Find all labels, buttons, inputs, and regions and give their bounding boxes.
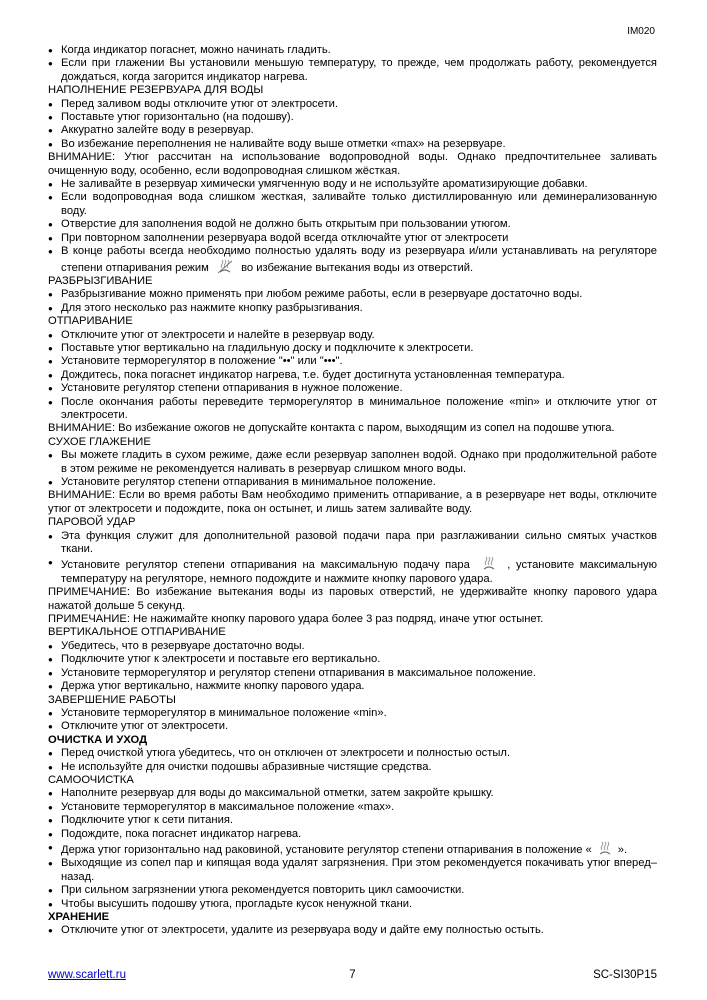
list-item: ● Отключите утюг от электросети. [48,720,657,733]
section-heading-vertical: ВЕРТИКАЛЬНОЕ ОТПАРИВАНИЕ [48,626,226,639]
list-item: ● При сильном загрязнении утюга рекомендуется повторить цикл самоочистки. [48,884,657,897]
list-item: ● Чтобы высушить подошву утюга, прогладьте кусок ненужной ткани. [48,898,657,911]
list-item: ● Установите терморегулятор в положение "••" или "•••". [48,355,657,368]
list-item: ● Выходящие из сопел пар и кипящая вода удалят загрязнения. При этом рекомендуется покачивать утюг вперед–назад. [48,857,657,884]
list-item-text: Держа утюг горизонтально над раковиной, установите регулятор степени отпаривания в положение « [61,843,592,856]
list-item: ● Разбрызгивание можно применять при любом режиме работы, если в резервуаре достаточно воды. [48,288,657,301]
list-item: ● Установите терморегулятор в минимальное положение «min». [48,707,657,720]
steam-max-icon [478,556,500,572]
list-item: ● Вы можете гладить в сухом режиме, даже если резервуар заполнен водой. Однако при продолжительной работе в этом режиме не рекомендуется наливать в резервуар слишком много воды. [48,449,657,476]
document-code: IM020 [627,26,655,37]
warning-paragraph: ВНИМАНИЕ: Утюг рассчитан на использование водопроводной воды. Однако предпочтительнее заливать очищенную воду, особенно, если водопроводная слишком жёсткая. [48,151,657,177]
warning-paragraph: ВНИМАНИЕ: Во избежание ожогов не допускайте контакта с паром, выходящим из сопел на подошве утюга. [48,422,615,435]
list-item-text: В конце работы всегда необходимо полностью удалять воду из резервуара и/или устанавливать на регуляторе степени отпаривания режим [61,245,657,274]
page-footer [48,969,657,985]
list-item: ● Не используйте для очистки подошвы абразивные чистящие средства. [48,761,657,774]
warning-paragraph: ВНИМАНИЕ: Если во время работы Вам необходимо применить отпаривание, а в резервуаре нет воды, отключите утюг от электросети и подождите, пока он остынет, и лишь затем заливайте воду. [48,489,657,515]
list-item: ● Наполните резервуар для воды до максимальной отметки, затем закройте крышку. [48,787,657,800]
note-paragraph: ПРИМЕЧАНИЕ: Не нажимайте кнопку парового удара более 3 раз подряд, иначе утюг остынет. [48,613,544,626]
list-item: ● Отключите утюг от электросети, удалите из резервуара воду и дайте ему полностью остыть. [48,924,657,937]
list-item: ● Аккуратно залейте воду в резервуар. [48,124,657,137]
list-item: ● Когда индикатор погаснет, можно начинать гладить. [48,44,657,57]
list-item: ● Установите регулятор степени отпаривания в нужное положение. [48,382,657,395]
list-item: ● Держа утюг вертикально, нажмите кнопку парового удара. [48,680,657,693]
section-heading-cleaning: ОЧИСТКА И УХОД [48,733,148,746]
list-item: ● Если при глажении Вы установили меньшую температуру, то прежде, чем продолжать работу, рекомендуется дождаться, когда загорится индикатор нагрева. [48,57,657,84]
list-item: ● Поставьте утюг горизонтально (на подошву). [48,111,657,124]
list-item: ● Установите регулятор степени отпаривания в минимальное положение. [48,476,657,489]
section-heading-finish: ЗАВЕРШЕНИЕ РАБОТЫ [48,693,176,706]
list-item-text: , установите максимальную температуру на регуляторе, немного подождите и нажмите кнопку парового удара. [61,559,657,585]
list-item: ● Отключите утюг от электросети и налейте в резервуар воду. [48,329,657,342]
list-item [48,841,657,857]
section-heading-storage: ХРАНЕНИЕ [48,911,110,923]
section-heading-spray: РАЗБРЫЗГИВАНИЕ [48,274,153,287]
section-heading-steam: ОТПАРИВАНИЕ [48,315,133,328]
list-item: ● Подождите, пока погаснет индикатор нагрева. [48,828,657,841]
list-item: ● Отверстие для заполнения водой не должно быть открытым при пользовании утюгом. [48,218,657,231]
list-item: ● Для этого несколько раз нажмите кнопку разбрызгивания. [48,302,657,315]
list-item: ● Убедитесь, что в резервуаре достаточно воды. [48,640,657,653]
list-item: ● Подключите утюг к электросети и поставьте его вертикально. [48,653,657,666]
list-item: ● При повторном заполнении резервуара водой всегда отключайте утюг от электросети [48,232,657,245]
list-item: ● Не заливайте в резервуар химически умягченную воду и не используйте ароматизирующие добавки. [48,178,657,191]
list-item: ● Поставьте утюг вертикально на гладильную доску и подключите к электросети. [48,342,657,355]
list-item-text: во избежание вытекания воды из отверстий. [241,261,474,274]
note-paragraph: ПРИМЕЧАНИЕ: Во избежание вытекания воды из паровых отверстий, не удерживайте кнопку парового удара нажатой дольше 5 секунд. [48,586,657,612]
list-item: ● Эта функция служит для дополнительной разовой подачи пара при разглаживании сильно смятых участков ткани. [48,530,657,557]
page-number: 7 [349,969,356,981]
list-item: ● Перед очисткой утюга убедитесь, что он отключен от электросети и полностью остыл. [48,747,657,760]
list-item-text: Установите регулятор степени отпаривания на максимальную подачу пара [61,559,470,572]
section-heading-selfclean: САМООЧИСТКА [48,773,134,786]
list-item: ● Установите терморегулятор в максимальное положение «max». [48,801,657,814]
list-item: ● Во избежание переполнения не наливайте воду выше отметки «max» на резервуаре. [48,138,657,151]
list-item-text: ». [617,843,628,856]
self-clean-icon [594,841,616,857]
list-item: ● Установите терморегулятор и регулятор степени отпаривания в максимальное положение. [48,667,657,680]
steam-off-icon [214,259,236,275]
list-item: ● После окончания работы переведите терморегулятор в минимальное положение «min» и отключите утюг от электросети. [48,396,657,423]
list-item [48,245,657,275]
section-heading-dry: СУХОЕ ГЛАЖЕНИЕ [48,435,151,448]
section-heading-burst: ПАРОВОЙ УДАР [48,516,136,529]
list-item [48,556,657,586]
website-link[interactable]: www.scarlett.ru [48,969,126,981]
list-item: ● Перед заливом воды отключите утюг от электросети. [48,98,657,111]
document-body [48,44,657,938]
list-item: ● Дождитесь, пока погаснет индикатор нагрева, т.е. будет достигнута установленная температура. [48,369,657,382]
list-item: ● Если водопроводная вода слишком жесткая, заливайте только дистиллированную или деминерализованную воду. [48,191,657,218]
list-item: ● Подключите утюг к сети питания. [48,814,657,827]
model-number: SC-SI30P15 [593,969,657,981]
section-heading-fill: НАПОЛНЕНИЕ РЕЗЕРВУАРА ДЛЯ ВОДЫ [48,84,264,97]
